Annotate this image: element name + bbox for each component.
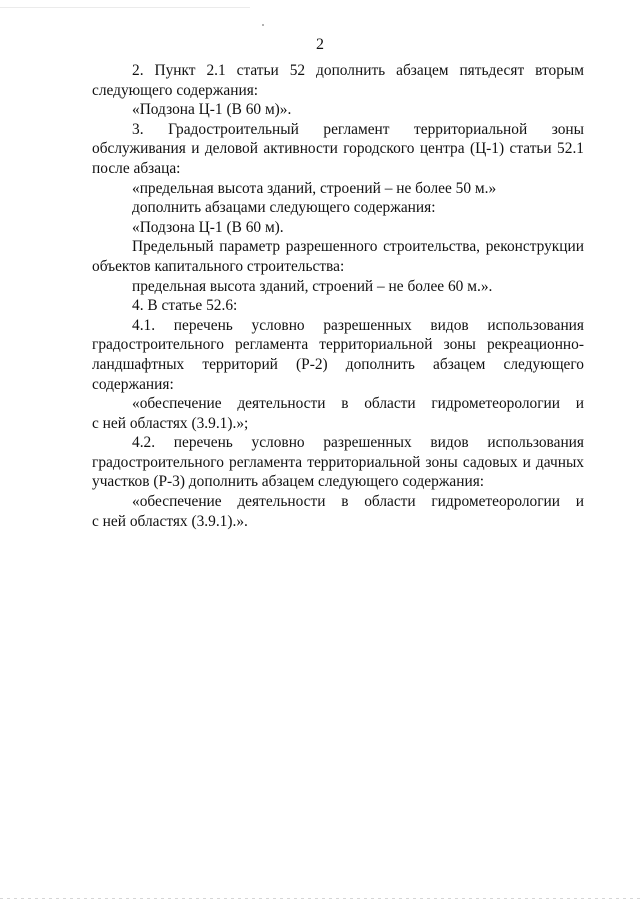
scan-artifact-dot [262, 24, 264, 26]
paragraph-line: градостроительного регламента территориальной зоны рекреационно- [92, 336, 584, 354]
paragraph-line: дополнить абзацами следующего содержания: [132, 199, 436, 217]
paragraph-line: с ней областях (3.9.1).»; [92, 414, 249, 432]
paragraph-line: 4.1. перечень условно разрешенных видов использования [132, 316, 584, 334]
page-number: 2 [316, 36, 324, 53]
scan-artifact-top [0, 7, 250, 8]
paragraph-line: 3. Градостроительный регламент территориальной зоны [132, 120, 584, 138]
paragraph-line: участков (Р-3) дополнить абзацем следующего содержания: [92, 473, 485, 491]
paragraph-line: объектов капитального строительства: [92, 257, 345, 275]
paragraph-line: «обеспечение деятельности в области гидрометеорологии и [132, 493, 584, 511]
paragraph-line: предельная высота зданий, строений – не более 60 м.». [132, 277, 493, 295]
paragraph-line: следующего содержания: [92, 81, 259, 99]
paragraph-line: 4. В статье 52.6: [132, 297, 238, 315]
paragraph-line: «Подзона Ц-1 (В 60 м). [132, 218, 284, 236]
paragraph-line: «обеспечение деятельности в области гидрометеорологии и [132, 395, 584, 413]
scan-artifact-bottom [0, 898, 640, 899]
paragraph-line: после абзаца: [92, 159, 181, 177]
paragraph-line: содержания: [92, 375, 174, 393]
paragraph-line: Предельный параметр разрешенного строительства, реконструкции [132, 238, 584, 256]
paragraph-line: 4.2. перечень условно разрешенных видов использования [132, 434, 584, 452]
paragraph-line: 2. Пункт 2.1 статьи 52 дополнить абзацем пятьдесят вторым [132, 62, 584, 79]
paragraph-line: обслуживания и деловой активности городского центра (Ц-1) статьи 52.1 [92, 140, 584, 158]
document-body [92, 61, 584, 531]
paragraph-line: «Подзона Ц-1 (В 60 м)». [132, 101, 292, 119]
paragraph-line: градостроительного регламента территориальной зоны садовых и дачных [92, 453, 584, 471]
paragraph-line: с ней областях (3.9.1).». [92, 512, 248, 530]
paragraph-line: «предельная высота зданий, строений – не более 50 м.» [132, 179, 497, 197]
paragraph-line: ландшафтных территорий (Р-2) дополнить абзацем следующего [92, 355, 584, 373]
